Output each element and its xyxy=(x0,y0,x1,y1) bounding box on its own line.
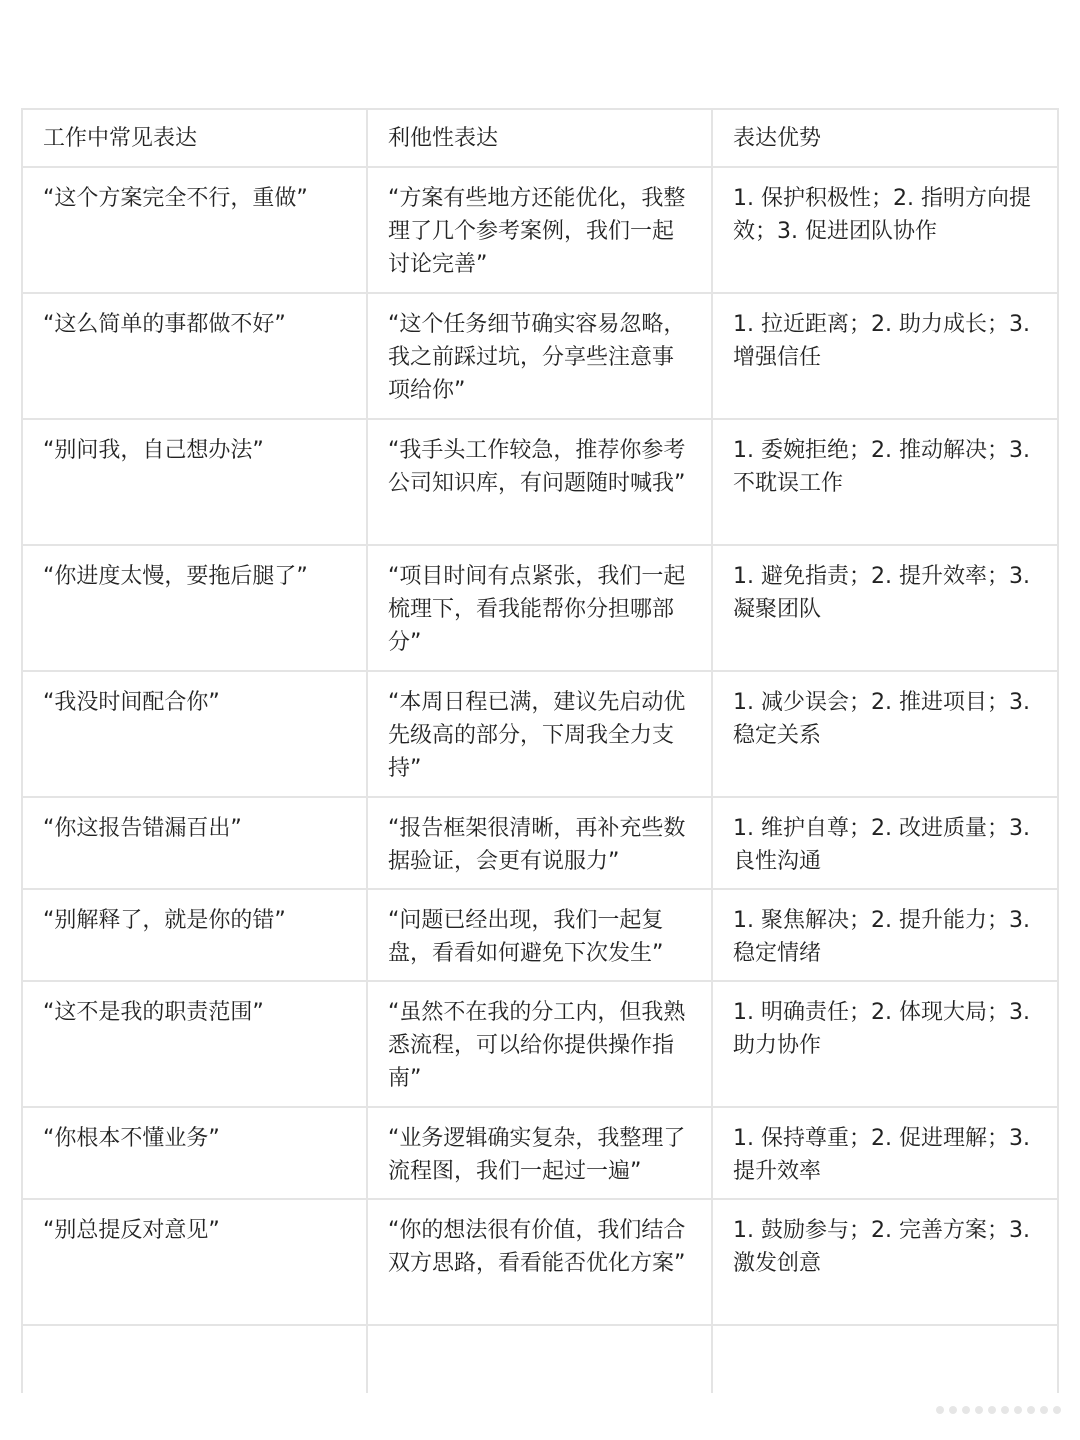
advantage-cell: 1. 委婉拒绝；2. 推动解决；3. 不耽误工作 xyxy=(712,419,1058,545)
common-expression-cell: “别解释了，就是你的错” xyxy=(22,889,367,981)
common-expression-cell: “别问我，自己想办法” xyxy=(22,419,367,545)
advantage-cell: 1. 明确责任；2. 体现大局；3. 助力协作 xyxy=(712,981,1058,1107)
altruistic-expression-cell: “你的想法很有价值，我们结合双方思路，看看能否优化方案” xyxy=(367,1199,712,1325)
altruistic-expression-cell: “问题已经出现，我们一起复盘，看看如何避免下次发生” xyxy=(367,889,712,981)
advantage-cell: 1. 保护积极性；2. 指明方向提效；3. 促进团队协作 xyxy=(712,167,1058,293)
table-row xyxy=(22,167,1058,293)
altruistic-expression-cell: “虽然不在我的分工内，但我熟悉流程，可以给你提供操作指南” xyxy=(367,981,712,1107)
empty-cell xyxy=(22,1325,367,1393)
table-row xyxy=(22,981,1058,1107)
altruistic-expression-cell: “这个任务细节确实容易忽略，我之前踩过坑，分享些注意事项给你” xyxy=(367,293,712,419)
common-expression-cell: “这么简单的事都做不好” xyxy=(22,293,367,419)
table-row xyxy=(22,293,1058,419)
advantage-cell: 1. 拉近距离；2. 助力成长；3. 增强信任 xyxy=(712,293,1058,419)
common-expression-cell: “你进度太慢，要拖后腿了” xyxy=(22,545,367,671)
altruistic-expression-cell: “方案有些地方还能优化，我整理了几个参考案例，我们一起讨论完善” xyxy=(367,167,712,293)
comparison-table-container xyxy=(21,108,1057,1393)
watermark-dot xyxy=(1040,1406,1048,1414)
common-expression-cell: “你根本不懂业务” xyxy=(22,1107,367,1199)
header-advantages: 表达优势 xyxy=(712,109,1058,167)
advantage-cell: 1. 聚焦解决；2. 提升能力；3. 稳定情绪 xyxy=(712,889,1058,981)
table-row xyxy=(22,671,1058,797)
empty-table-row xyxy=(22,1325,1058,1393)
watermark-dot xyxy=(1014,1406,1022,1414)
advantage-cell: 1. 鼓励参与；2. 完善方案；3. 激发创意 xyxy=(712,1199,1058,1325)
altruistic-expression-cell: “报告框架很清晰，再补充些数据验证，会更有说服力” xyxy=(367,797,712,889)
advantage-cell: 1. 保持尊重；2. 促进理解；3. 提升效率 xyxy=(712,1107,1058,1199)
expression-comparison-table xyxy=(21,108,1059,1393)
table-row xyxy=(22,1199,1058,1325)
watermark-dot xyxy=(962,1406,970,1414)
table-header-row xyxy=(22,109,1058,167)
advantage-cell: 1. 减少误会；2. 推进项目；3. 稳定关系 xyxy=(712,671,1058,797)
empty-cell xyxy=(367,1325,712,1393)
common-expression-cell: “你这报告错漏百出” xyxy=(22,797,367,889)
table-row xyxy=(22,545,1058,671)
altruistic-expression-cell: “我手头工作较急，推荐你参考公司知识库，有问题随时喊我” xyxy=(367,419,712,545)
watermark-dot xyxy=(949,1406,957,1414)
empty-cell xyxy=(712,1325,1058,1393)
advantage-cell: 1. 避免指责；2. 提升效率；3. 凝聚团队 xyxy=(712,545,1058,671)
common-expression-cell: “这个方案完全不行，重做” xyxy=(22,167,367,293)
table-row xyxy=(22,1107,1058,1199)
watermark-dot xyxy=(1027,1406,1035,1414)
watermark-dot xyxy=(1001,1406,1009,1414)
table-row xyxy=(22,797,1058,889)
altruistic-expression-cell: “业务逻辑确实复杂，我整理了流程图，我们一起过一遍” xyxy=(367,1107,712,1199)
table-row xyxy=(22,889,1058,981)
watermark-dot xyxy=(936,1406,944,1414)
table-row xyxy=(22,419,1058,545)
common-expression-cell: “我没时间配合你” xyxy=(22,671,367,797)
altruistic-expression-cell: “本周日程已满，建议先启动优先级高的部分，下周我全力支持” xyxy=(367,671,712,797)
watermark-dot xyxy=(975,1406,983,1414)
advantage-cell: 1. 维护自尊；2. 改进质量；3. 良性沟通 xyxy=(712,797,1058,889)
watermark-dot xyxy=(1053,1406,1061,1414)
watermark-dot xyxy=(988,1406,996,1414)
header-altruistic-expression: 利他性表达 xyxy=(367,109,712,167)
common-expression-cell: “别总提反对意见” xyxy=(22,1199,367,1325)
common-expression-cell: “这不是我的职责范围” xyxy=(22,981,367,1107)
header-common-expression: 工作中常见表达 xyxy=(22,109,367,167)
watermark-mark xyxy=(936,1406,1064,1422)
altruistic-expression-cell: “项目时间有点紧张，我们一起梳理下，看我能帮你分担哪部分” xyxy=(367,545,712,671)
